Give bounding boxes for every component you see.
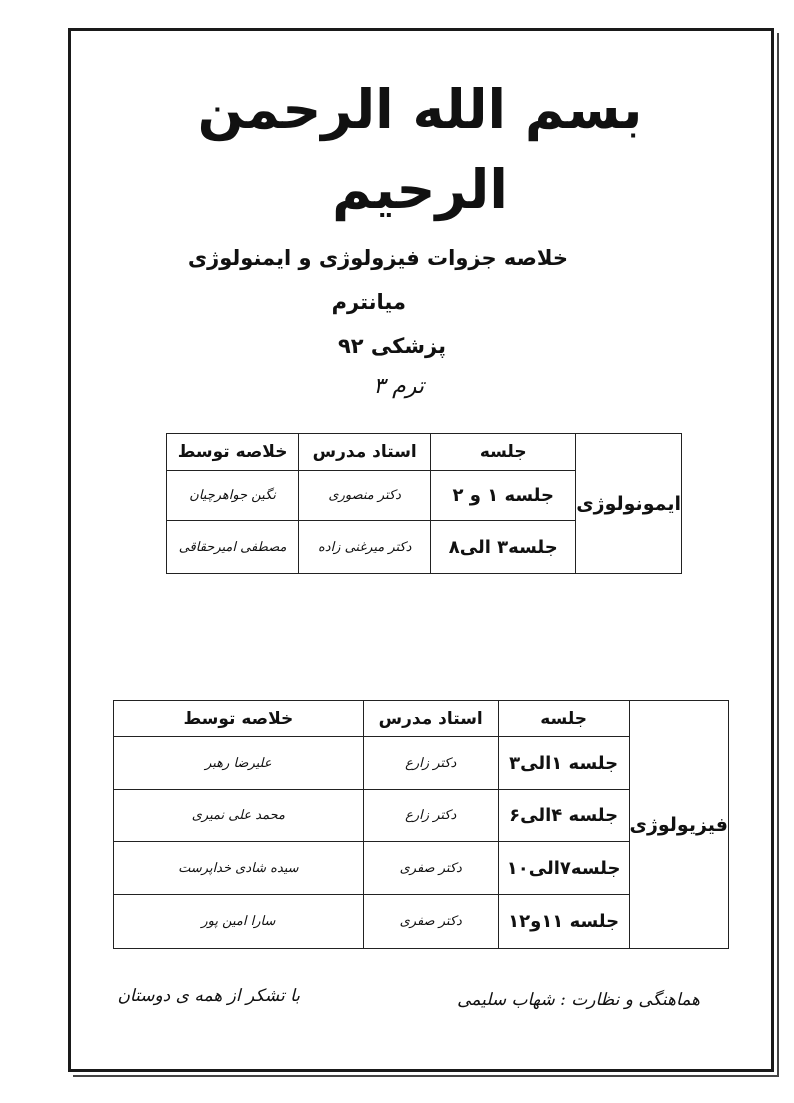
- column-header-session: جلسه: [498, 701, 629, 737]
- term-label: ترم ۳: [373, 374, 424, 399]
- session-cell: جلسه ۴الی۶: [498, 790, 629, 842]
- summary-cell: مصطفی امیرحقاقی: [167, 521, 299, 574]
- teacher-cell: دکتر زارع: [363, 737, 498, 790]
- teacher-cell: دکتر زارع: [363, 790, 498, 842]
- table-header-row: [167, 434, 682, 471]
- exam-label: میانترم: [331, 290, 406, 314]
- bismillah-heading: بسم الله الرحمن الرحیم: [197, 78, 643, 221]
- teacher-cell: دکتر میرغنی زاده: [299, 521, 431, 574]
- thanks-note: با تشکر از همه ی دوستان: [117, 986, 300, 1006]
- column-header-summary: خلاصه توسط: [167, 434, 299, 471]
- immunology-table: [166, 433, 682, 574]
- column-header-summary: خلاصه توسط: [114, 701, 364, 737]
- document-title: خلاصه جزوات فیزولوژی و ایمنولوژی: [187, 246, 568, 270]
- subject-cell: فیزیولوژی: [629, 701, 728, 949]
- summary-cell: سارا امین پور: [114, 895, 364, 949]
- table-header-row: [114, 701, 729, 737]
- summary-cell: سیده شادی خداپرست: [114, 842, 364, 895]
- summary-cell: علیرضا رهبر: [114, 737, 364, 790]
- teacher-cell: دکتر منصوری: [299, 471, 431, 521]
- column-header-session: جلسه: [431, 434, 576, 471]
- physiology-table: [113, 700, 729, 949]
- session-cell: جلسه۷الی۱۰: [498, 842, 629, 895]
- session-cell: جلسه۳ الی۸: [431, 521, 576, 574]
- column-header-teacher: استاد مدرس: [299, 434, 431, 471]
- summary-cell: نگین جواهرچیان: [167, 471, 299, 521]
- column-header-teacher: استاد مدرس: [363, 701, 498, 737]
- session-cell: جلسه ۱۱و۱۲: [498, 895, 629, 949]
- coordination-note: هماهنگی و نظارت : شهاب سلیمی: [457, 990, 700, 1010]
- session-cell: جلسه ۱الی۳: [498, 737, 629, 790]
- summary-cell: محمد علی نمیری: [114, 790, 364, 842]
- session-cell: جلسه ۱ و ۲: [431, 471, 576, 521]
- class-label: پزشکی ۹۲: [337, 334, 446, 358]
- teacher-cell: دکتر صفری: [363, 895, 498, 949]
- teacher-cell: دکتر صفری: [363, 842, 498, 895]
- subject-cell: ایمونولوژی: [576, 434, 682, 574]
